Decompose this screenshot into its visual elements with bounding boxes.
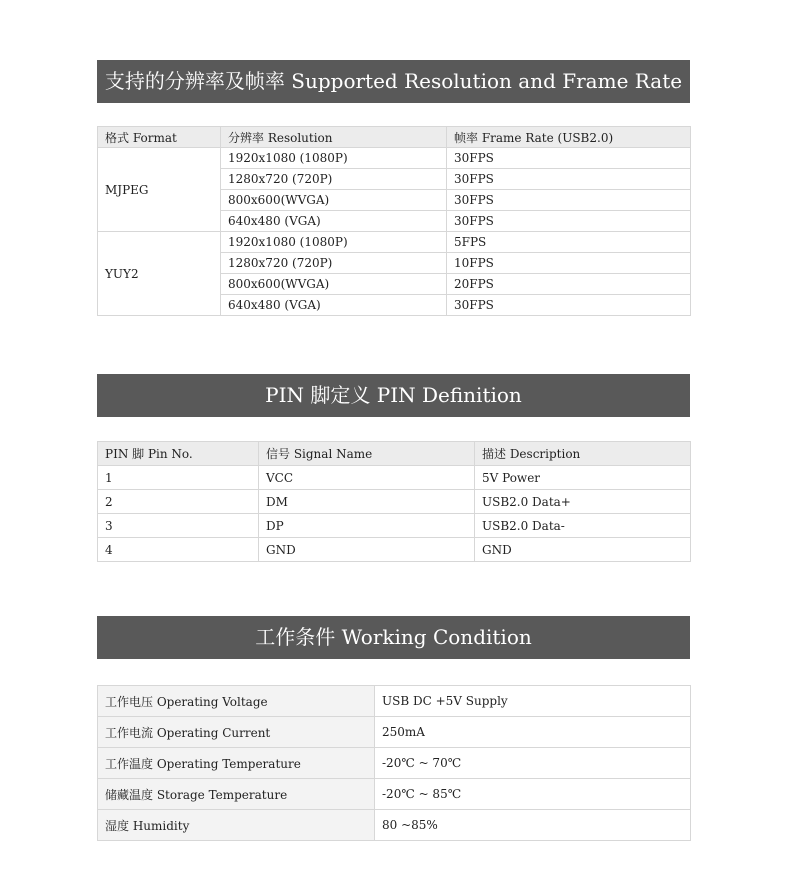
format-cell-yuy2: YUY2 (98, 232, 221, 316)
resolution-cell: 1920x1080 (1080P) (221, 232, 447, 253)
table-row (98, 232, 691, 253)
frame-rate-cell: 30FPS (447, 190, 691, 211)
description-cell: USB2.0 Data+ (475, 490, 691, 514)
table-header-row (98, 127, 691, 148)
table-row (98, 717, 691, 748)
resolution-cell: 640x480 (VGA) (221, 211, 447, 232)
description-cell: 5V Power (475, 466, 691, 490)
pin-table (97, 441, 691, 562)
condition-value-cell: 250mA (375, 717, 691, 748)
condition-value-cell: -20℃ ~ 85℃ (375, 779, 691, 810)
condition-label-cell: 储藏温度 Storage Temperature (98, 779, 375, 810)
format-cell-mjpeg: MJPEG (98, 148, 221, 232)
signal-name-column-header: 信号 Signal Name (259, 442, 475, 466)
resolution-cell: 1280x720 (720P) (221, 169, 447, 190)
frame-rate-cell: 5FPS (447, 232, 691, 253)
description-cell: GND (475, 538, 691, 562)
resolution-cell: 1280x720 (720P) (221, 253, 447, 274)
pin-number-cell: 1 (98, 466, 259, 490)
condition-value-cell: 80 ~85% (375, 810, 691, 841)
table-row (98, 686, 691, 717)
frame-rate-cell: 30FPS (447, 148, 691, 169)
frame-rate-cell: 10FPS (447, 253, 691, 274)
table-row (98, 514, 691, 538)
format-column-header: 格式 Format (98, 127, 221, 148)
resolution-cell: 800x600(WVGA) (221, 190, 447, 211)
table-row (98, 810, 691, 841)
table-row (98, 538, 691, 562)
condition-label-cell: 工作温度 Operating Temperature (98, 748, 375, 779)
pin-number-cell: 4 (98, 538, 259, 562)
frame-rate-cell: 30FPS (447, 169, 691, 190)
working-condition-table (97, 685, 691, 841)
resolution-section-title: 支持的分辨率及帧率 Supported Resolution and Frame Rate (97, 60, 690, 103)
frame-rate-column-header: 帧率 Frame Rate (USB2.0) (447, 127, 691, 148)
resolution-cell: 800x600(WVGA) (221, 274, 447, 295)
frame-rate-cell: 20FPS (447, 274, 691, 295)
table-row (98, 748, 691, 779)
condition-label-cell: 湿度 Humidity (98, 810, 375, 841)
working-section-title: 工作条件 Working Condition (97, 616, 690, 659)
resolution-cell: 1920x1080 (1080P) (221, 148, 447, 169)
condition-value-cell: -20℃ ~ 70℃ (375, 748, 691, 779)
description-column-header: 描述 Description (475, 442, 691, 466)
table-header-row (98, 442, 691, 466)
table-row (98, 490, 691, 514)
resolution-cell: 640x480 (VGA) (221, 295, 447, 316)
signal-name-cell: GND (259, 538, 475, 562)
table-row (98, 466, 691, 490)
signal-name-cell: DM (259, 490, 475, 514)
table-row (98, 148, 691, 169)
frame-rate-cell: 30FPS (447, 295, 691, 316)
condition-value-cell: USB DC +5V Supply (375, 686, 691, 717)
frame-rate-cell: 30FPS (447, 211, 691, 232)
signal-name-cell: DP (259, 514, 475, 538)
signal-name-cell: VCC (259, 466, 475, 490)
condition-label-cell: 工作电压 Operating Voltage (98, 686, 375, 717)
pin-number-cell: 3 (98, 514, 259, 538)
resolution-column-header: 分辨率 Resolution (221, 127, 447, 148)
pin-no-column-header: PIN 脚 Pin No. (98, 442, 259, 466)
condition-label-cell: 工作电流 Operating Current (98, 717, 375, 748)
pin-number-cell: 2 (98, 490, 259, 514)
table-row (98, 779, 691, 810)
description-cell: USB2.0 Data- (475, 514, 691, 538)
pin-section-title: PIN 脚定义 PIN Definition (97, 374, 690, 417)
resolution-table (97, 126, 691, 316)
